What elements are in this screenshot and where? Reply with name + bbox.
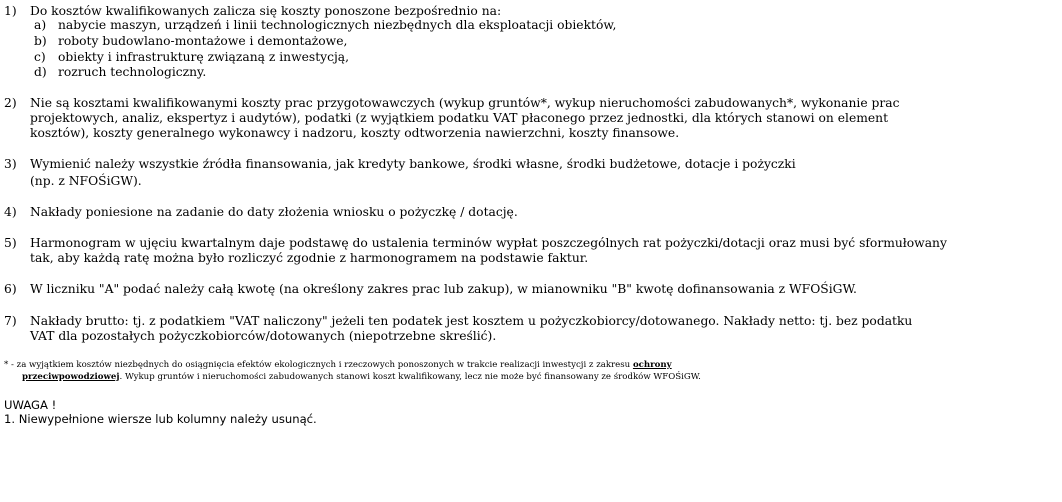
subitem-letter: c) xyxy=(34,50,46,64)
item-text: Wymienić należy wszystkie źródła finansowania, jak kredyty bankowe, środki własne, środki budżetowe, dotacje i pożyczki xyxy=(30,157,796,171)
footnote-emphasis: ochrony xyxy=(632,360,672,370)
item-number: 4) xyxy=(4,205,17,219)
item-number: 7) xyxy=(4,314,17,328)
item-text: projektowych, analiz, ekspertyz i audytów), podatki (z wyjątkiem podatku VAT płaconego przez jednostki, dla których stanowi on element xyxy=(30,111,889,125)
subitem-text: rozruch technologiczny. xyxy=(58,65,207,79)
item-text: W liczniku "A" podać należy całą kwotę (na określony zakres prac lub zakup), w mianowniku "B" kwotę dofinansowania z WFOŚiGW. xyxy=(30,282,857,296)
footnote-text: . Wykup gruntów i nieruchomości zabudowanych stanowi koszt kwalifikowany, lecz nie może być finansowany ze środków WFOŚiGW. xyxy=(119,372,701,382)
footnote-line-1 xyxy=(4,359,672,371)
item-text: Nakłady poniesione na zadanie do daty złożenia wniosku o pożyczkę / dotację. xyxy=(30,205,518,219)
item-text: Nakłady brutto: tj. z podatkiem "VAT naliczony" jeżeli ten podatek jest kosztem u pożyczkobiorcy/dotowanego. Nakłady netto: tj. bez podatku xyxy=(30,314,913,328)
item-number: 5) xyxy=(4,236,17,250)
notice-line: 1. Niewypełnione wiersze lub kolumny należy usunąć. xyxy=(4,412,317,426)
notice-title: UWAGA ! xyxy=(4,398,57,412)
item-text: (np. z NFOŚiGW). xyxy=(30,174,142,188)
footnote-emphasis: przeciwpowodziowej xyxy=(22,372,120,382)
item-number: 3) xyxy=(4,157,17,171)
footnote-line-2 xyxy=(22,371,701,383)
item-number: 1) xyxy=(4,4,17,18)
item-number: 6) xyxy=(4,282,17,296)
item-text: tak, aby każdą ratę można było rozliczyć zgodnie z harmonogramem na podstawie faktur. xyxy=(30,251,589,265)
footnote-text: * - za wyjątkiem kosztów niezbędnych do osiągnięcia efektów ekologicznych i rzeczowych ponoszonych w trakcie realizacji inwestycji z zakresu xyxy=(4,360,633,370)
subitem-letter: a) xyxy=(34,18,47,32)
item-text: kosztów), koszty generalnego wykonawcy i nadzoru, koszty odtworzenia nawierzchni, koszty finansowe. xyxy=(30,126,680,140)
item-text: Do kosztów kwalifikowanych zalicza się koszty ponoszone bezpośrednio na: xyxy=(30,4,502,18)
subitem-text: nabycie maszyn, urządzeń i linii technologicznych niezbędnych dla eksploatacji obiektów, xyxy=(58,18,617,32)
item-text: VAT dla pozostałych pożyczkobiorców/dotowanych (niepotrzebne skreślić). xyxy=(30,329,497,343)
subitem-letter: b) xyxy=(34,34,47,48)
item-number: 2) xyxy=(4,96,17,110)
subitem-letter: d) xyxy=(34,65,47,79)
item-text: Harmonogram w ujęciu kwartalnym daje podstawę do ustalenia terminów wypłat poszczególnych rat pożyczki/dotacji oraz musi być sformułowany xyxy=(30,236,947,250)
subitem-text: obiekty i infrastrukturę związaną z inwestycją, xyxy=(58,50,350,64)
subitem-text: roboty budowlano-montażowe i demontażowe, xyxy=(58,34,348,48)
item-text: Nie są kosztami kwalifikowanymi koszty prac przygotowawczych (wykup gruntów*, wykup nieruchomości zabudowanych*, wykonanie prac xyxy=(30,96,900,110)
